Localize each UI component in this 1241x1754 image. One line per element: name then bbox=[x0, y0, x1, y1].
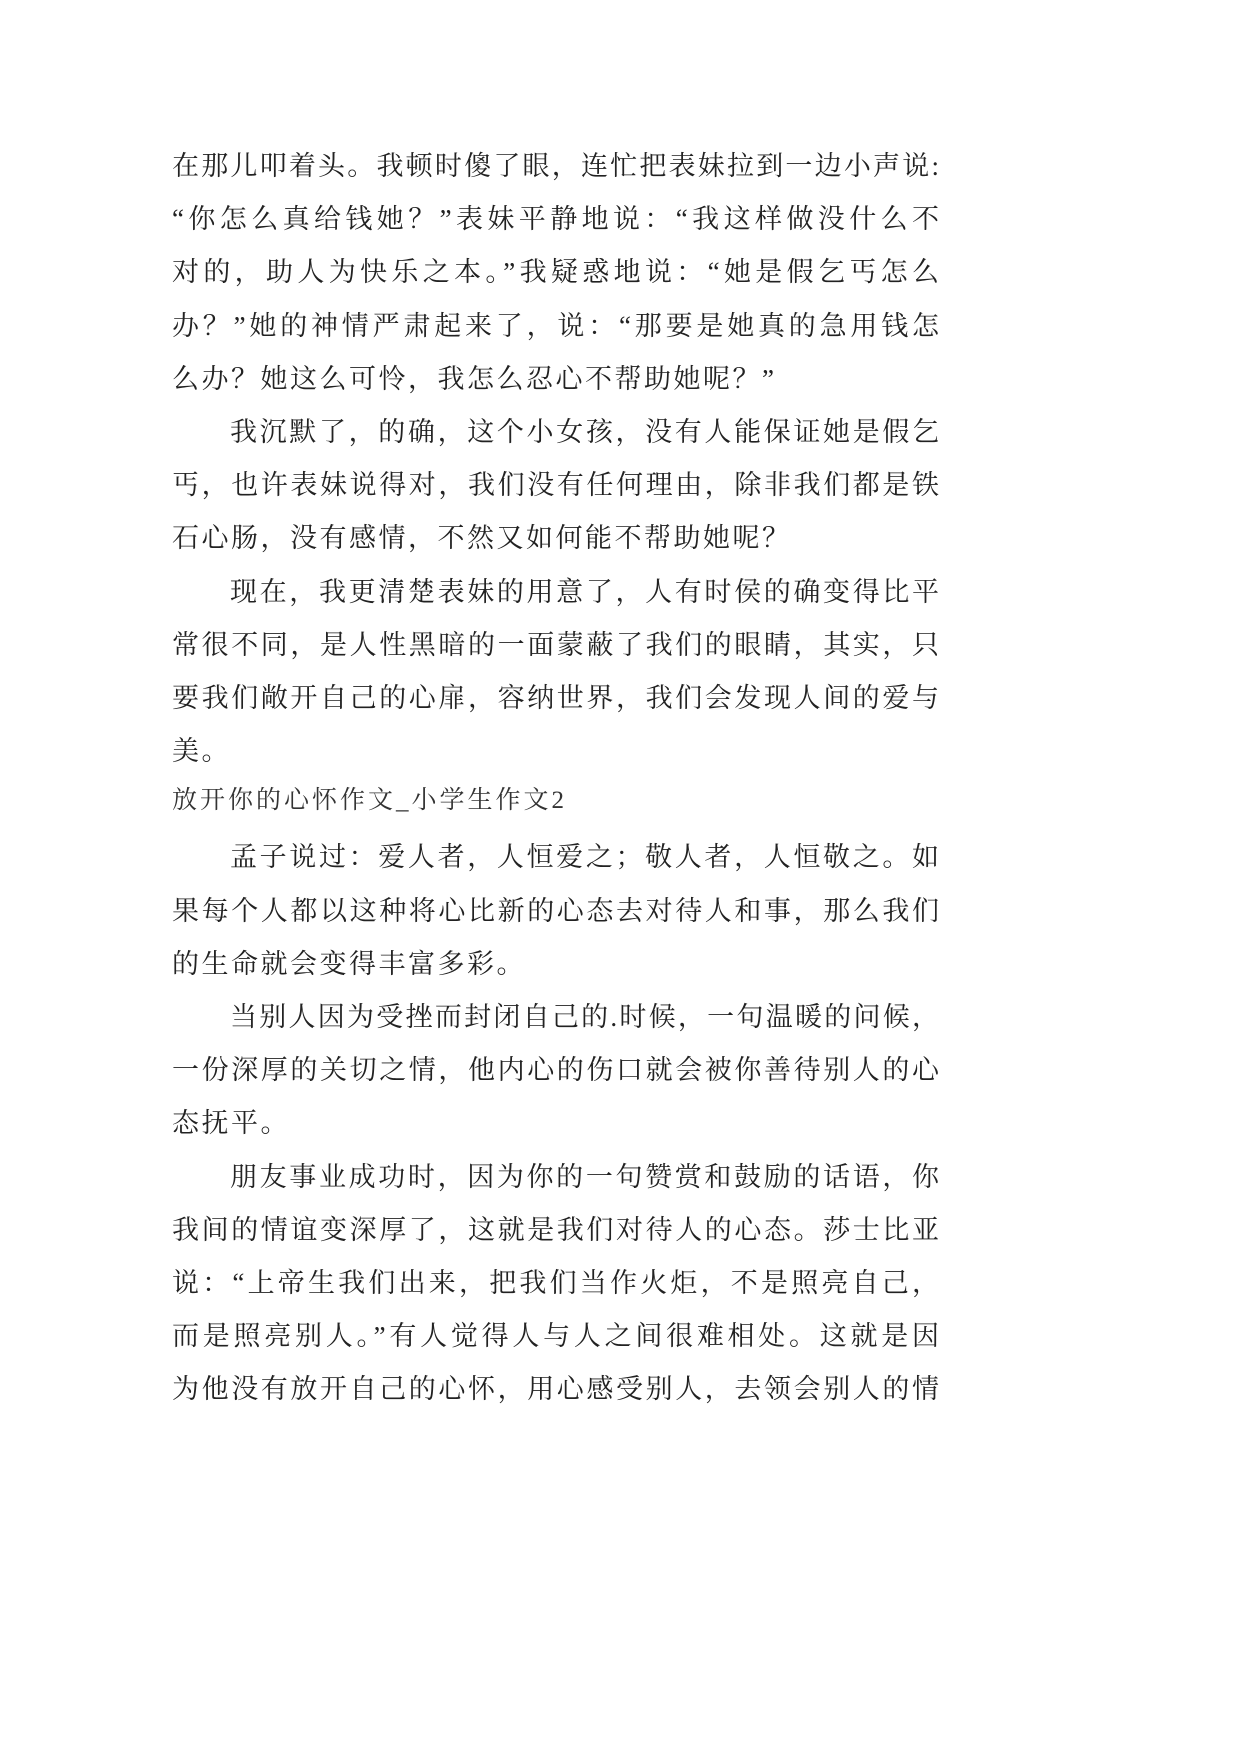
paragraph bbox=[172, 406, 940, 566]
text-line: 对的，助人为快乐之本。”我疑惑地说：“她是假乞丐怎么 bbox=[172, 257, 940, 288]
text-line: 态抚平。 bbox=[172, 1108, 290, 1139]
paragraph bbox=[172, 831, 940, 991]
paragraph bbox=[172, 991, 940, 1151]
paragraph bbox=[172, 140, 940, 406]
text-line: 美。 bbox=[172, 736, 231, 767]
text-line: 当别人因为受挫而封闭自己的.时候，一句温暖的问候， bbox=[230, 1002, 940, 1032]
text-line: 在那儿叩着头。我顿时傻了眼，连忙把表妹拉到一边小声说: bbox=[172, 151, 940, 181]
text-line: 办？”她的神情严肃起来了，说：“那要是她真的急用钱怎 bbox=[172, 310, 940, 341]
page-content bbox=[172, 140, 940, 1417]
text-line: 石心肠，没有感情，不然又如何能不帮助她呢？ bbox=[172, 523, 792, 554]
text-line: 说：“上帝生我们出来，把我们当作火炬，不是照亮自己， bbox=[172, 1267, 940, 1298]
text-line: 为他没有放开自己的心怀，用心感受别人，去领会别人的情 bbox=[172, 1374, 940, 1405]
text-line: 一份深厚的关切之情，他内心的伤口就会被你善待别人的心 bbox=[172, 1055, 940, 1086]
text-line: 现在，我更清楚表妹的用意了，人有时侯的确变得比平 bbox=[230, 576, 940, 607]
text-line: 要我们敞开自己的心扉，容纳世界，我们会发现人间的爱与 bbox=[172, 682, 940, 713]
text-line: 而是照亮别人。”有人觉得人与人之间很难相处。这就是因 bbox=[172, 1321, 940, 1352]
text-line: 常很不同，是人性黑暗的一面蒙蔽了我们的眼睛，其实，只 bbox=[172, 629, 940, 660]
text-line: 朋友事业成功时，因为你的一句赞赏和鼓励的话语，你 bbox=[230, 1161, 940, 1192]
text-line: 果每个人都以这种将心比新的心态去对待人和事，那么我们 bbox=[172, 895, 940, 926]
text-line: “你怎么真给钱她？”表妹平静地说：“我这样做没什么不 bbox=[172, 204, 940, 235]
text-line: 的生命就会变得丰富多彩。 bbox=[172, 948, 526, 979]
paragraph bbox=[172, 566, 940, 779]
text-line: 么办？她这么可怜，我怎么忍心不帮助她呢？” bbox=[172, 363, 777, 394]
text-line: 我沉默了，的确，这个小女孩，没有人能保证她是假乞 bbox=[230, 416, 940, 447]
text-line: 我间的情谊变深厚了，这就是我们对待人的心态。莎士比亚 bbox=[172, 1214, 940, 1245]
essay-title: 放开你的心怀作文_小学生作文2 bbox=[172, 787, 568, 815]
text-line: 孟子说过：爱人者，人恒爱之；敬人者，人恒敬之。如 bbox=[230, 842, 940, 873]
paragraph bbox=[172, 1151, 940, 1417]
text-line: 丐，也许表妹说得对，我们没有任何理由，除非我们都是铁 bbox=[172, 470, 940, 501]
